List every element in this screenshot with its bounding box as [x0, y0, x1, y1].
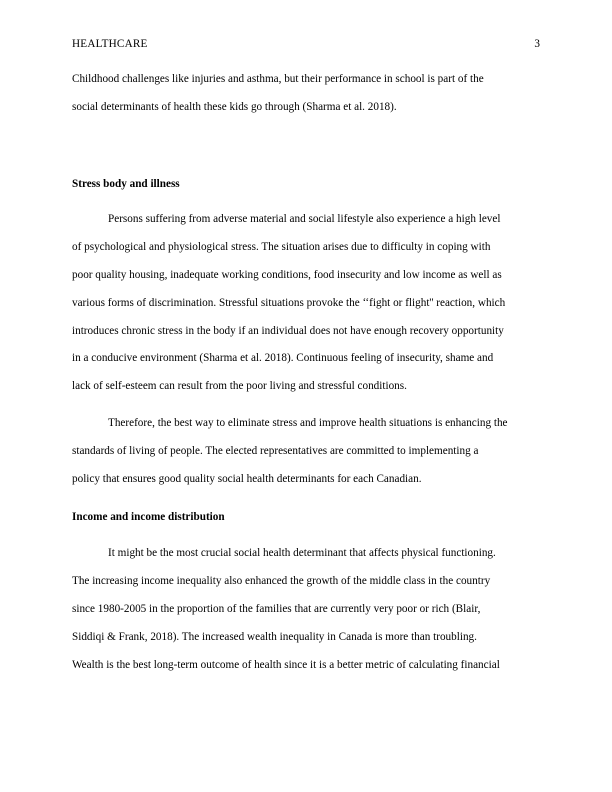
paragraph-line: various forms of discrimination. Stressful situations provoke the ‘‘fight or flight'' reaction, which	[72, 297, 506, 309]
paragraph-line: in a conducive environment (Sharma et al. 2018). Continuous feeling of insecurity, shame and	[72, 352, 494, 364]
paragraph-line: of psychological and physiological stress. The situation arises due to difficulty in coping with	[72, 241, 491, 253]
paragraph-line: policy that ensures good quality social health determinants for each Canadian.	[72, 473, 422, 485]
paragraph-line: poor quality housing, inadequate working conditions, food insecurity and low income as well as	[72, 269, 502, 281]
paragraph-line: The increasing income inequality also enhanced the growth of the middle class in the country	[72, 575, 491, 587]
paragraph-line: Siddiqi & Frank, 2018). The increased wealth inequality in Canada is more than troubling.	[72, 631, 477, 643]
paragraph-line: introduces chronic stress in the body if an individual does not have enough recovery opportunity	[72, 325, 504, 337]
intro-line: social determinants of health these kids go through (Sharma et al. 2018).	[72, 101, 397, 113]
paragraph-line: Therefore, the best way to eliminate stress and improve health situations is enhancing the	[108, 417, 508, 429]
intro-line: Childhood challenges like injuries and asthma, but their performance in school is part of the	[72, 73, 484, 85]
running-head: HEALTHCARE	[72, 38, 148, 50]
section-heading-stress: Stress body and illness	[72, 178, 180, 190]
paragraph-line: Persons suffering from adverse material and social lifestyle also experience a high level	[108, 213, 501, 225]
section-heading-income: Income and income distribution	[72, 511, 225, 523]
paragraph-line: It might be the most crucial social health determinant that affects physical functioning.	[108, 547, 496, 559]
paragraph-line: lack of self-esteem can result from the poor living and stressful conditions.	[72, 380, 407, 392]
paragraph-line: standards of living of people. The elected representatives are committed to implementing a	[72, 445, 479, 457]
paragraph-line: Wealth is the best long-term outcome of health since it is a better metric of calculating financial	[72, 659, 500, 671]
page-number: 3	[534, 38, 540, 50]
paragraph-line: since 1980-2005 in the proportion of the families that are currently very poor or rich (Blair,	[72, 603, 481, 615]
